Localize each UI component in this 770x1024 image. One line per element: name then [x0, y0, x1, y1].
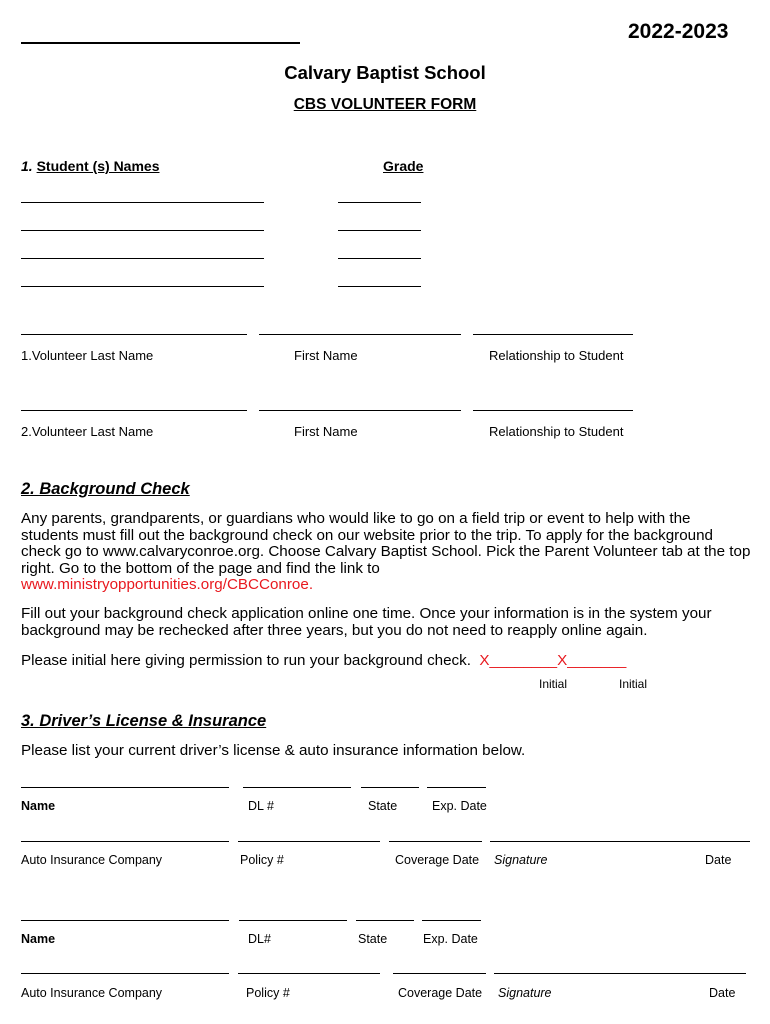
volunteer-2-relationship-label: Relationship to Student	[489, 424, 624, 439]
initial-label-1: Initial	[539, 677, 568, 691]
initial-field-2[interactable]: X_______	[557, 652, 627, 669]
volunteer-1-last-name-label: 1.Volunteer Last Name	[21, 348, 154, 363]
grade-field-2[interactable]	[338, 216, 421, 231]
license-2-dl-label: DL#	[248, 932, 271, 946]
background-check-text: Any parents, grandparents, or guardians who would like to go on a field trip or event to help with the students must fill out the background check on our website prior to the trip. To apply for the background check go to www.calvaryconroe.org. Choose Calvary Baptist School. Pick the Parent Volunteer tab at the top right. Go to the bottom of the page and find the link to	[21, 510, 751, 577]
license-1-dl-field[interactable]	[243, 773, 351, 788]
grade-field-3[interactable]	[338, 244, 421, 259]
volunteer-2-first-name-field[interactable]	[259, 396, 461, 411]
school-year: 2022-2023	[628, 20, 729, 43]
license-1-state-label: State	[368, 799, 398, 813]
students-label: Student (s) Names	[36, 158, 160, 174]
student-name-field-3[interactable]	[21, 244, 264, 259]
insurance-2-policy-field[interactable]	[238, 959, 380, 974]
insurance-1-company-field[interactable]	[21, 827, 229, 842]
insurance-1-coverage-label: Coverage Date	[395, 853, 480, 867]
background-check-paragraph-2: Fill out your background check application online one time. Once your information is in the system your background may be rechecked after three years, but you do not need to reapply online again.	[21, 605, 712, 639]
license-2-state-field[interactable]	[356, 906, 414, 921]
license-1-dl-label: DL #	[248, 799, 274, 813]
license-2-state-label: State	[358, 932, 388, 946]
volunteer-2-relationship-field[interactable]	[473, 396, 633, 411]
volunteer-1-last-name-field[interactable]	[21, 320, 247, 335]
license-1-name-label: Name	[21, 799, 56, 813]
insurance-2-signature-label: Signature	[498, 986, 552, 1000]
initial-field-1[interactable]: X________	[479, 652, 558, 669]
background-check-heading: 2. Background Check	[21, 480, 190, 498]
insurance-2-signature-field[interactable]	[494, 959, 746, 974]
volunteer-1-relationship-label: Relationship to Student	[489, 348, 624, 363]
insurance-1-coverage-field[interactable]	[389, 827, 482, 842]
insurance-1-date-label: Date	[705, 853, 732, 867]
volunteer-2-last-name-field[interactable]	[21, 396, 247, 411]
form-title: CBS VOLUNTEER FORM	[293, 96, 477, 113]
license-instruction: Please list your current driver’s license & auto insurance information below.	[21, 742, 526, 759]
section-number: 1.	[21, 158, 33, 174]
insurance-1-company-label: Auto Insurance Company	[21, 853, 163, 867]
volunteer-2-last-name-label: 2.Volunteer Last Name	[21, 424, 154, 439]
license-1-state-field[interactable]	[361, 773, 419, 788]
volunteer-2-first-name-label: First Name	[294, 424, 358, 439]
drivers-license-heading: 3. Driver’s License & Insurance	[21, 712, 267, 730]
license-2-name-field[interactable]	[21, 906, 229, 921]
volunteer-1-first-name-label: First Name	[294, 348, 358, 363]
insurance-2-coverage-field[interactable]	[393, 959, 486, 974]
volunteer-1-relationship-field[interactable]	[473, 320, 633, 335]
grade-field-1[interactable]	[338, 188, 421, 203]
insurance-1-signature-label: Signature	[494, 853, 548, 867]
insurance-1-policy-label: Policy #	[240, 853, 284, 867]
volunteer-1-first-name-field[interactable]	[259, 320, 461, 335]
school-name: Calvary Baptist School	[284, 62, 486, 83]
student-name-field-1[interactable]	[21, 188, 264, 203]
student-name-field-2[interactable]	[21, 216, 264, 231]
grade-label: Grade	[383, 158, 424, 174]
license-2-exp-field[interactable]	[422, 906, 481, 921]
ministry-link[interactable]: www.ministryopportunities.org/CBCConroe.	[21, 576, 314, 594]
insurance-2-company-label: Auto Insurance Company	[21, 986, 163, 1000]
background-check-paragraph	[21, 511, 751, 594]
insurance-2-coverage-label: Coverage Date	[398, 986, 483, 1000]
insurance-2-policy-label: Policy #	[246, 986, 290, 1000]
insurance-2-company-field[interactable]	[21, 959, 229, 974]
student-name-field-4[interactable]	[21, 272, 264, 287]
license-2-name-label: Name	[21, 932, 56, 946]
grade-field-4[interactable]	[338, 272, 421, 287]
license-1-exp-field[interactable]	[427, 773, 486, 788]
initial-prompt	[21, 652, 626, 669]
license-1-exp-label: Exp. Date	[432, 799, 487, 813]
license-1-name-field[interactable]	[21, 773, 229, 788]
initial-prompt-text: Please initial here giving permission to run your background check.	[21, 652, 471, 669]
insurance-1-signature-field[interactable]	[490, 827, 750, 842]
license-2-exp-label: Exp. Date	[423, 932, 478, 946]
initial-label-2: Initial	[619, 677, 648, 691]
students-heading	[21, 158, 160, 174]
insurance-2-date-label: Date	[709, 986, 736, 1000]
license-2-dl-field[interactable]	[239, 906, 347, 921]
top-blank-line	[21, 42, 300, 44]
insurance-1-policy-field[interactable]	[238, 827, 380, 842]
